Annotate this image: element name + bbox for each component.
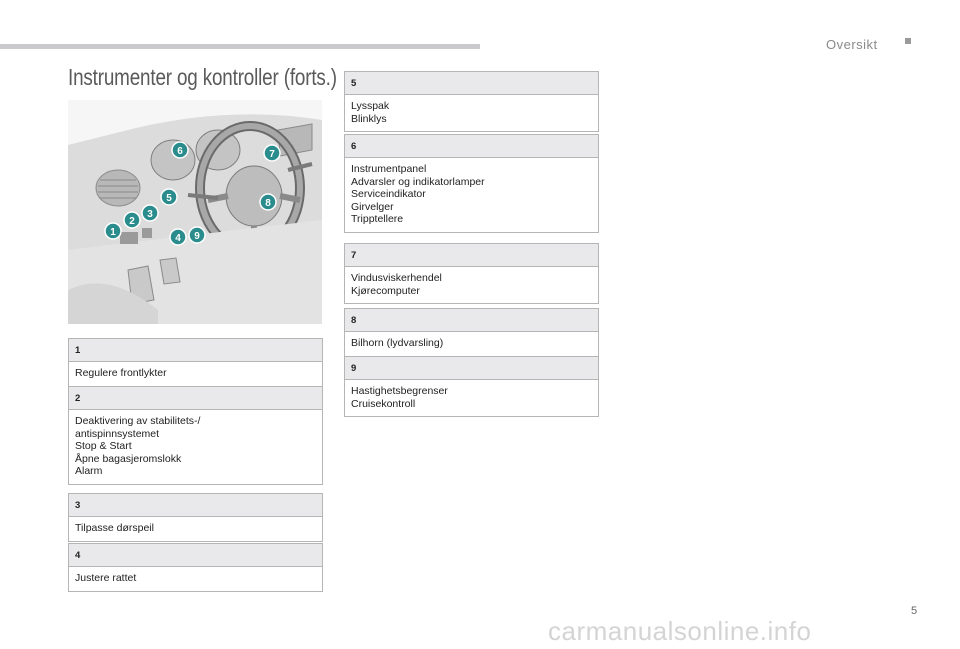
info-box-line: Serviceindikator	[351, 188, 426, 200]
page-title: Instrumenter og kontroller (forts.)	[68, 64, 337, 90]
info-box-line: Deaktivering av stabilitets-/	[75, 415, 201, 427]
info-box-number: 6	[345, 135, 598, 158]
info-box-number: 4	[69, 544, 322, 567]
section-title: Oversikt	[826, 37, 878, 52]
info-box-2	[68, 386, 323, 485]
info-box-line: Åpne bagasjeromslokk	[75, 452, 182, 465]
callout-4	[170, 229, 186, 245]
info-box-line: Tripptellere	[351, 213, 404, 225]
info-box-line: Justere rattet	[75, 572, 137, 584]
info-box-line: Vindusviskerhendel	[351, 272, 442, 284]
callout-1	[105, 223, 121, 239]
info-box-line: Tilpasse dørspeil	[75, 522, 154, 534]
info-box-line: Stop & Start	[75, 440, 132, 452]
info-box-4	[68, 543, 323, 592]
info-box-line: Lysspak	[351, 100, 390, 112]
info-box-7	[344, 243, 599, 304]
callout-9	[189, 227, 205, 243]
info-box-line: Alarm	[75, 465, 103, 477]
info-box-8	[344, 308, 599, 357]
info-box-line: Blinklys	[351, 112, 387, 125]
svg-text:2: 2	[129, 216, 135, 227]
info-box-line: Cruisekontroll	[351, 397, 416, 410]
info-box-5	[344, 71, 599, 132]
info-box-9	[344, 356, 599, 417]
svg-text:6: 6	[177, 146, 183, 157]
info-box-number: 5	[345, 72, 598, 95]
watermark: carmanualsonline.info	[548, 616, 812, 646]
info-box-line: antispinnsystemet	[75, 427, 160, 440]
callout-3	[142, 205, 158, 221]
info-box-line: Regulere frontlykter	[75, 367, 167, 379]
callout-7	[264, 145, 280, 161]
info-box-6	[344, 134, 599, 233]
info-box-number: 3	[69, 494, 322, 517]
info-box-line: Girvelger	[351, 200, 394, 213]
info-box-line: Hastighetsbegrenser	[351, 385, 448, 397]
info-box-3	[68, 493, 323, 542]
svg-text:7: 7	[269, 149, 275, 160]
callout-2	[124, 212, 140, 228]
info-box-line: Bilhorn (lydvarsling)	[351, 337, 444, 349]
info-box-number: 9	[345, 357, 598, 380]
svg-text:1: 1	[110, 227, 116, 238]
info-box-number: 8	[345, 309, 598, 332]
info-box-line: Advarsler og indikatorlamper	[351, 175, 485, 188]
info-box-line: Instrumentpanel	[351, 163, 427, 175]
svg-text:9: 9	[194, 231, 200, 242]
callout-8	[260, 194, 276, 210]
info-box-number: 2	[69, 387, 322, 410]
svg-text:4: 4	[175, 233, 181, 244]
info-box-1	[68, 338, 323, 387]
info-box-number: 1	[69, 339, 322, 362]
svg-text:3: 3	[147, 209, 153, 220]
callout-5	[161, 189, 177, 205]
section-marker-icon	[905, 38, 911, 44]
info-box-line: Kjørecomputer	[351, 284, 420, 297]
callout-6	[172, 142, 188, 158]
svg-text:5: 5	[166, 193, 172, 204]
dashboard-illustration	[68, 100, 322, 324]
page-number: 5	[911, 605, 918, 617]
info-box-number: 7	[345, 244, 598, 267]
svg-text:8: 8	[265, 198, 271, 209]
header-bar	[0, 44, 480, 49]
